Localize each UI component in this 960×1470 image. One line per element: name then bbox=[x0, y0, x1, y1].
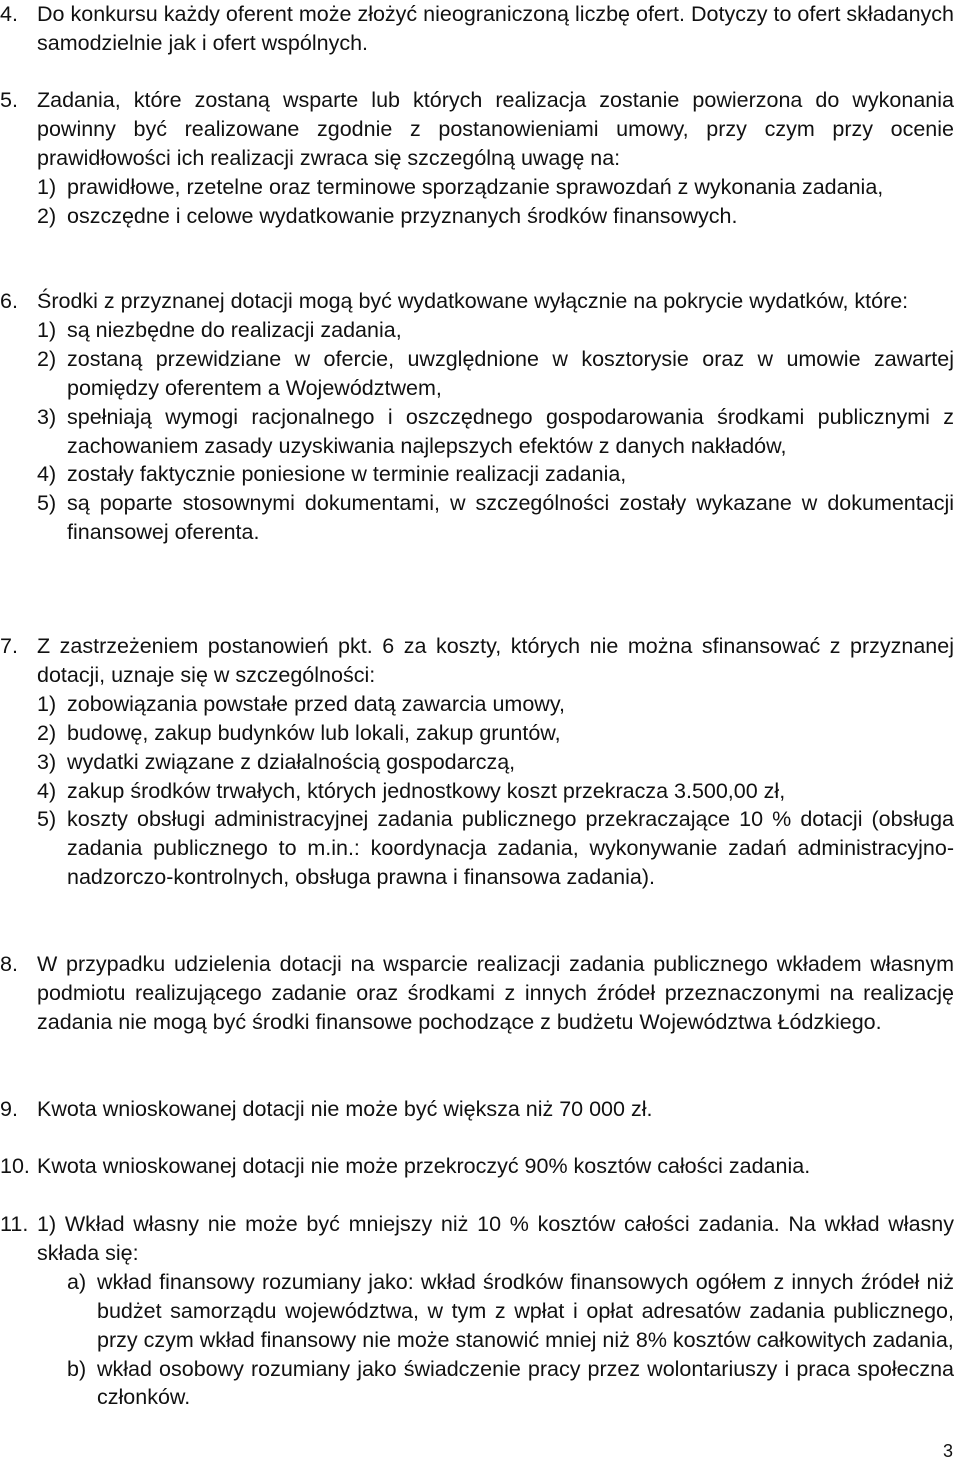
section-number: 11. bbox=[0, 1212, 29, 1236]
list-item-text: zakup środków trwałych, których jednostkowy koszt przekracza 3.500,00 zł, bbox=[67, 778, 786, 803]
section-8 bbox=[0, 950, 954, 1037]
list-item-text: oszczędne i celowe wydatkowanie przyznanych środków finansowych. bbox=[67, 203, 738, 228]
section-text: Kwota wnioskowanej dotacji nie może przekroczyć 90% kosztów całości zadania. bbox=[37, 1154, 811, 1178]
list-marker: a) bbox=[67, 1269, 87, 1294]
section-number: 4. bbox=[0, 2, 18, 26]
section-9 bbox=[0, 1095, 954, 1124]
list-marker: 3) bbox=[37, 404, 57, 429]
list-item-text: koszty obsługi administracyjnej zadania publicznego przekraczające 10 % dotacji (obsługa zadania publicznego to m.in.: koordynacja zadania, wykonywanie zadań administracyjno-nadzorczo-kontrolnych, obsługa prawna i finansowa zadania). bbox=[67, 807, 954, 890]
list-item-text: budowę, zakup budynków lub lokali, zakup gruntów, bbox=[67, 720, 561, 745]
list-marker: 1) bbox=[37, 691, 57, 716]
list-marker: 3) bbox=[37, 749, 57, 774]
section-number: 7. bbox=[0, 634, 18, 658]
list-item-text: są niezbędne do realizacji zadania, bbox=[67, 317, 402, 342]
section-number: 10. bbox=[0, 1154, 30, 1178]
list-item bbox=[37, 690, 954, 719]
list-item-text: zostały faktycznie poniesione w terminie realizacji zadania, bbox=[67, 462, 627, 487]
section-text: Zadania, które zostaną wsparte lub których realizacja zostanie powierzona do wykonania powinny być realizowane zgodnie z postanowieniami umowy, przy czym przy ocenie prawidłowości ich realizacji zwraca się szczególną uwagę na: bbox=[37, 88, 954, 170]
section-number: 5. bbox=[0, 88, 18, 112]
section-11 bbox=[0, 1210, 954, 1412]
list-item bbox=[37, 777, 954, 806]
section-number: 9. bbox=[0, 1097, 18, 1121]
list-item bbox=[37, 403, 954, 461]
list-item-text: wkład finansowy rozumiany jako: wkład środków finansowych ogółem z innych źródeł niż budżet samorządu województwa, w tym z wpłat i opłat adresatów zadania publicznego, przy czym wkład finansowy nie może stanowić mniej niż 8% kosztów całkowitych zadania, bbox=[97, 1269, 954, 1352]
list-marker: 5) bbox=[37, 807, 57, 832]
list-item bbox=[67, 1355, 954, 1413]
section-text: Środki z przyznanej dotacji mogą być wydatkowane wyłącznie na pokrycie wydatków, które: bbox=[37, 289, 909, 313]
list-item bbox=[37, 173, 954, 202]
section-text: Kwota wnioskowanej dotacji nie może być większa niż 70 000 zł. bbox=[37, 1097, 653, 1121]
list-item-text: wkład osobowy rozumiany jako świadczenie pracy przez wolontariuszy i praca społeczna członków. bbox=[97, 1356, 954, 1410]
section-text: W przypadku udzielenia dotacji na wsparcie realizacji zadania publicznego wkładem własnym podmiotu realizującego zadanie oraz środkami z innych źródeł przeznaczonymi na realizację zadania nie mogą być środki finansowe pochodzące z budżetu Województwa Łódzkiego. bbox=[37, 952, 954, 1034]
list-item bbox=[37, 345, 954, 403]
section-text: 1) Wkład własny nie może być mniejszy niż 10 % kosztów całości zadania. Na wkład własny składa się: bbox=[37, 1212, 954, 1265]
section-5 bbox=[0, 86, 954, 231]
section-text: Do konkursu każdy oferent może złożyć nieograniczoną liczbę ofert. Dotyczy to ofert składanych samodzielnie jak i ofert wspólnych. bbox=[37, 2, 954, 55]
list-item-text: prawidłowe, rzetelne oraz terminowe sporządzanie sprawozdań z wykonania zadania, bbox=[67, 174, 884, 199]
list-item-text: spełniają wymogi racjonalnego i oszczędnego gospodarowania środkami publicznymi z zachowaniem zasady uzyskiwania najlepszych efektów z danych nakładów, bbox=[67, 404, 954, 458]
list-marker: 2) bbox=[37, 203, 57, 228]
list-item bbox=[37, 460, 954, 489]
section-6 bbox=[0, 287, 954, 547]
list-item bbox=[37, 748, 954, 777]
list-item bbox=[37, 805, 954, 892]
list-item bbox=[37, 719, 954, 748]
section-4 bbox=[0, 0, 954, 58]
list-marker: 1) bbox=[37, 317, 57, 342]
list-marker: 5) bbox=[37, 491, 57, 516]
list-item-text: są poparte stosownymi dokumentami, w szczególności zostały wykazane w dokumentacji finansowej oferenta. bbox=[67, 491, 954, 545]
list-item bbox=[37, 489, 954, 547]
list-marker: 2) bbox=[37, 346, 57, 371]
section-10 bbox=[0, 1152, 954, 1181]
section-text: Z zastrzeżeniem postanowień pkt. 6 za koszty, których nie można sfinansować z przyznanej dotacji, uznaje się w szczególności: bbox=[37, 634, 954, 687]
list-item-text: zostaną przewidziane w ofercie, uwzględnione w kosztorysie oraz w umowie zawartej pomiędzy oferentem a Województwem, bbox=[67, 346, 954, 400]
list-marker: b) bbox=[67, 1356, 87, 1381]
list-marker: 2) bbox=[37, 720, 57, 745]
list-item bbox=[37, 316, 954, 345]
section-number: 6. bbox=[0, 289, 18, 313]
list-marker: 4) bbox=[37, 462, 57, 487]
section-number: 8. bbox=[0, 952, 18, 976]
list-marker: 4) bbox=[37, 778, 57, 803]
section-7 bbox=[0, 632, 954, 892]
list-item-text: wydatki związane z działalnością gospodarczą, bbox=[67, 749, 516, 774]
list-marker: 1) bbox=[37, 174, 57, 199]
list-item-text: zobowiązania powstałe przed datą zawarcia umowy, bbox=[67, 691, 565, 716]
list-item bbox=[67, 1268, 954, 1355]
list-item bbox=[37, 202, 954, 231]
page-number: 3 bbox=[942, 1441, 953, 1461]
